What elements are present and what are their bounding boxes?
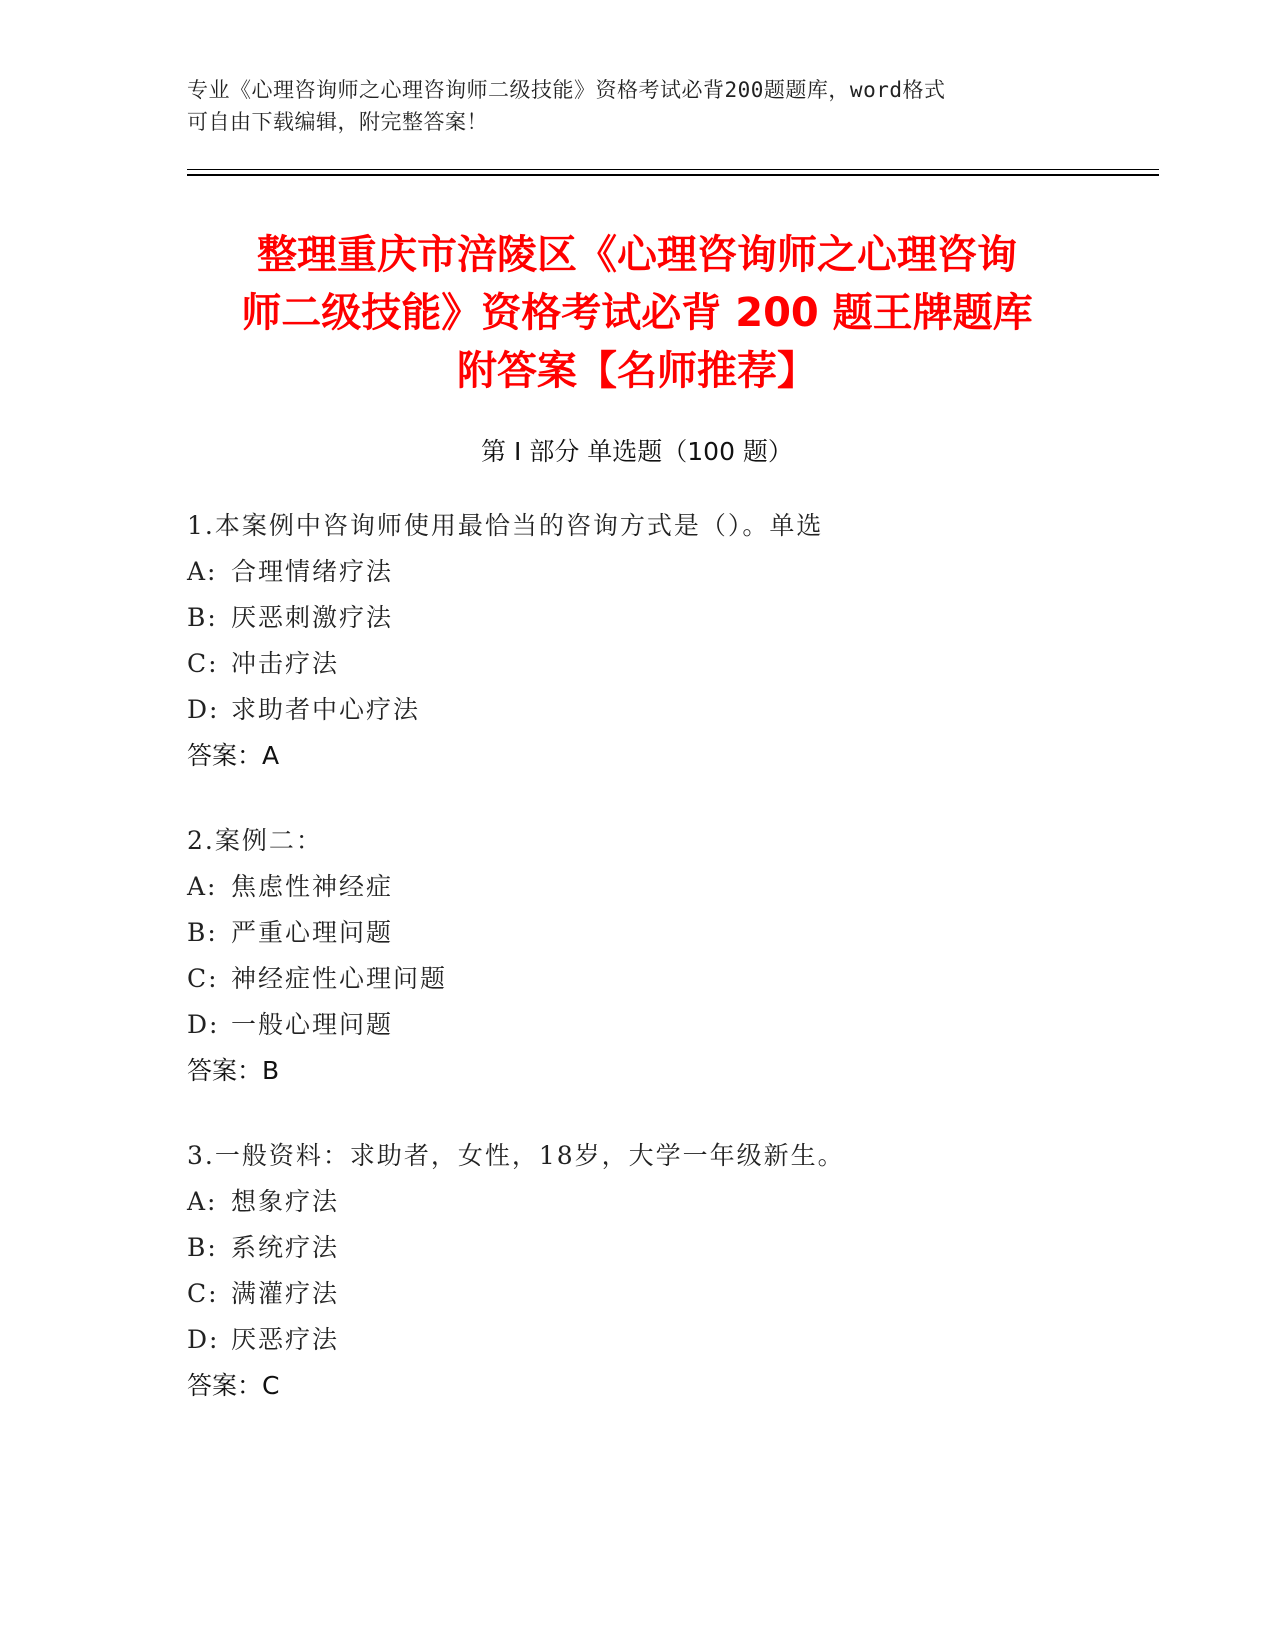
option-c <box>187 956 1087 1002</box>
option-d <box>187 687 1087 733</box>
option-text: 合理情绪疗法 <box>231 557 394 586</box>
option-label: C: <box>187 649 219 678</box>
answer: 答案：B <box>187 1056 280 1085</box>
question-3 <box>187 1133 1087 1409</box>
header-rule-thick <box>187 174 1159 176</box>
option-text: 厌恶疗法 <box>231 1325 340 1354</box>
option-text: 焦虑性神经症 <box>231 872 394 901</box>
option-text: 满灌疗法 <box>231 1279 340 1308</box>
question-2 <box>187 818 1087 1094</box>
option-label: A: <box>187 557 218 586</box>
option-text: 系统疗法 <box>231 1233 340 1262</box>
option-text: 严重心理问题 <box>231 918 394 947</box>
header-note <box>187 74 1087 138</box>
option-text: 想象疗法 <box>231 1187 340 1216</box>
option-label: B: <box>187 603 218 632</box>
option-label: D: <box>187 1325 220 1354</box>
option-label: B: <box>187 1233 218 1262</box>
option-a <box>187 864 1087 910</box>
section-title: 第 I 部分 单选题（100 题） <box>481 437 793 466</box>
option-label: D: <box>187 695 220 724</box>
option-d <box>187 1002 1087 1048</box>
page-title-line-2: 师二级技能》资格考试必背 200 题王牌题库 <box>241 290 1033 336</box>
option-text: 厌恶刺激疗法 <box>231 603 394 632</box>
option-b <box>187 910 1087 956</box>
option-label: D: <box>187 1010 220 1039</box>
answer: 答案：C <box>187 1371 280 1400</box>
option-label: A: <box>187 1187 218 1216</box>
page-title-line-1: 整理重庆市涪陵区《心理咨询师之心理咨询 <box>257 232 1017 278</box>
answer: 答案：A <box>187 741 280 770</box>
option-c <box>187 641 1087 687</box>
option-text: 一般心理问题 <box>231 1010 394 1039</box>
option-text: 神经症性心理问题 <box>231 964 448 993</box>
option-label: B: <box>187 918 218 947</box>
question-1 <box>187 503 1087 779</box>
option-a <box>187 549 1087 595</box>
question-stem: 1.本案例中咨询师使用最恰当的咨询方式是（）。单选 <box>187 511 824 540</box>
option-label: A: <box>187 872 218 901</box>
question-stem: 3.一般资料：求助者，女性，18岁，大学一年级新生。 <box>187 1141 845 1170</box>
option-label: C: <box>187 964 219 993</box>
option-d <box>187 1317 1087 1363</box>
option-a <box>187 1179 1087 1225</box>
header-rule-thin <box>187 169 1159 170</box>
header-note-line-2: 可自由下载编辑，附完整答案！ <box>187 110 488 134</box>
option-b <box>187 1225 1087 1271</box>
option-text: 冲击疗法 <box>231 649 340 678</box>
option-text: 求助者中心疗法 <box>231 695 421 724</box>
question-stem: 2.案例二： <box>187 826 323 855</box>
header-note-line-1: 专业《心理咨询师之心理咨询师二级技能》资格考试必背200题题库，word格式 <box>187 78 946 102</box>
page-title-line-3: 附答案【名师推荐】 <box>457 348 817 394</box>
option-c <box>187 1271 1087 1317</box>
page-title <box>187 226 1087 400</box>
option-b <box>187 595 1087 641</box>
option-label: C: <box>187 1279 219 1308</box>
